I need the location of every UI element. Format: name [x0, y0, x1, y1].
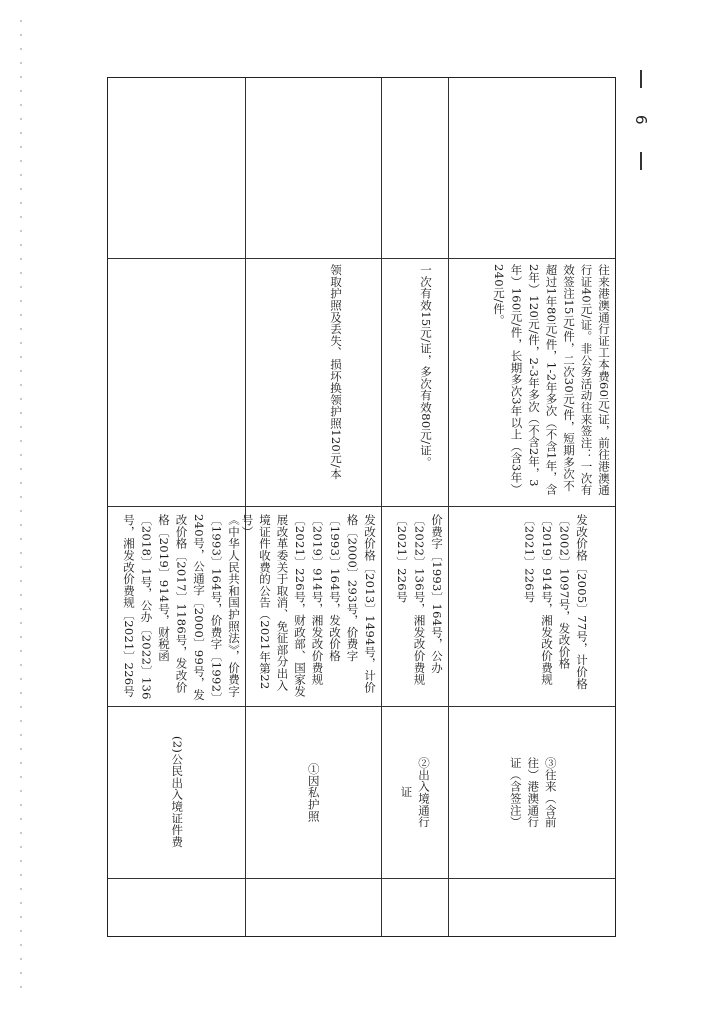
basis-text: 价费字〔1993〕164号，公办〔2022〕136号，湘发改价费规〔2021〕226号 [395, 514, 444, 686]
basis-text: 发改价格〔2013〕1494号，计价格〔2000〕293号，价费字〔1993〕164号，发改价格〔2019〕914号，湘发改价费规〔2021〕226号，财政部、国家发展改革委关于取消、免征部分出入境证件收费的公告（2021年第22号） [240, 514, 377, 698]
page-number-value: 6 [632, 115, 650, 125]
page-number [628, 70, 654, 170]
basis-text: 发改价格〔2005〕77号，计价格〔2002〕1097号，发改价格〔2019〕914号，湘发改价费规〔2021〕226号 [522, 514, 589, 690]
item-name: ③往来（含前往）港澳通行证（含签注） [508, 756, 558, 828]
table-row [381, 706, 448, 878]
fee-table [107, 77, 616, 937]
standard-text [114, 264, 242, 502]
standard-text: 往来港澳通行证工本费60元/证，前往港澳通行证40元/证。非公务活动往来签注：一次有效签注15元/件，二次30元/件，短期多次不超过1年80元/件，1-2年多次（不含1年，含2年）120元/件，2-3年多次（不含2年，3年）160元/件，长期多次3年以上（含3年）240元/件。 [492, 264, 611, 496]
standard-text: 领取护照及丢失、损坏换领护照120元/本 [329, 264, 343, 480]
table-row [245, 706, 381, 878]
column-divider [108, 506, 615, 507]
item-name: ①因私护照 [306, 762, 321, 822]
basis-text: 《中华人民共和国护照法》，价费字〔1993〕164号，价费字〔1992〕240号，公通字〔2000〕99号，发改价格〔2017〕1186号，发改价格〔2019〕914号，财税函〔2018〕1号，公办〔2022〕136号，湘发改价费规〔2021〕226号 [122, 514, 241, 701]
page-number-dash-top [640, 70, 642, 88]
table-row [108, 706, 245, 878]
item-name: ②出入境通行证 [399, 756, 431, 828]
item-name: (2)公民出入境证件费 [170, 736, 185, 848]
table-row [448, 706, 617, 878]
standard-text: 一次有效15元/证，多次有效80元/证。 [419, 264, 433, 469]
column-divider [108, 258, 615, 259]
column-divider [108, 878, 615, 879]
page-number-dash-bottom [640, 152, 642, 170]
binding-margin-dots [20, 20, 22, 990]
